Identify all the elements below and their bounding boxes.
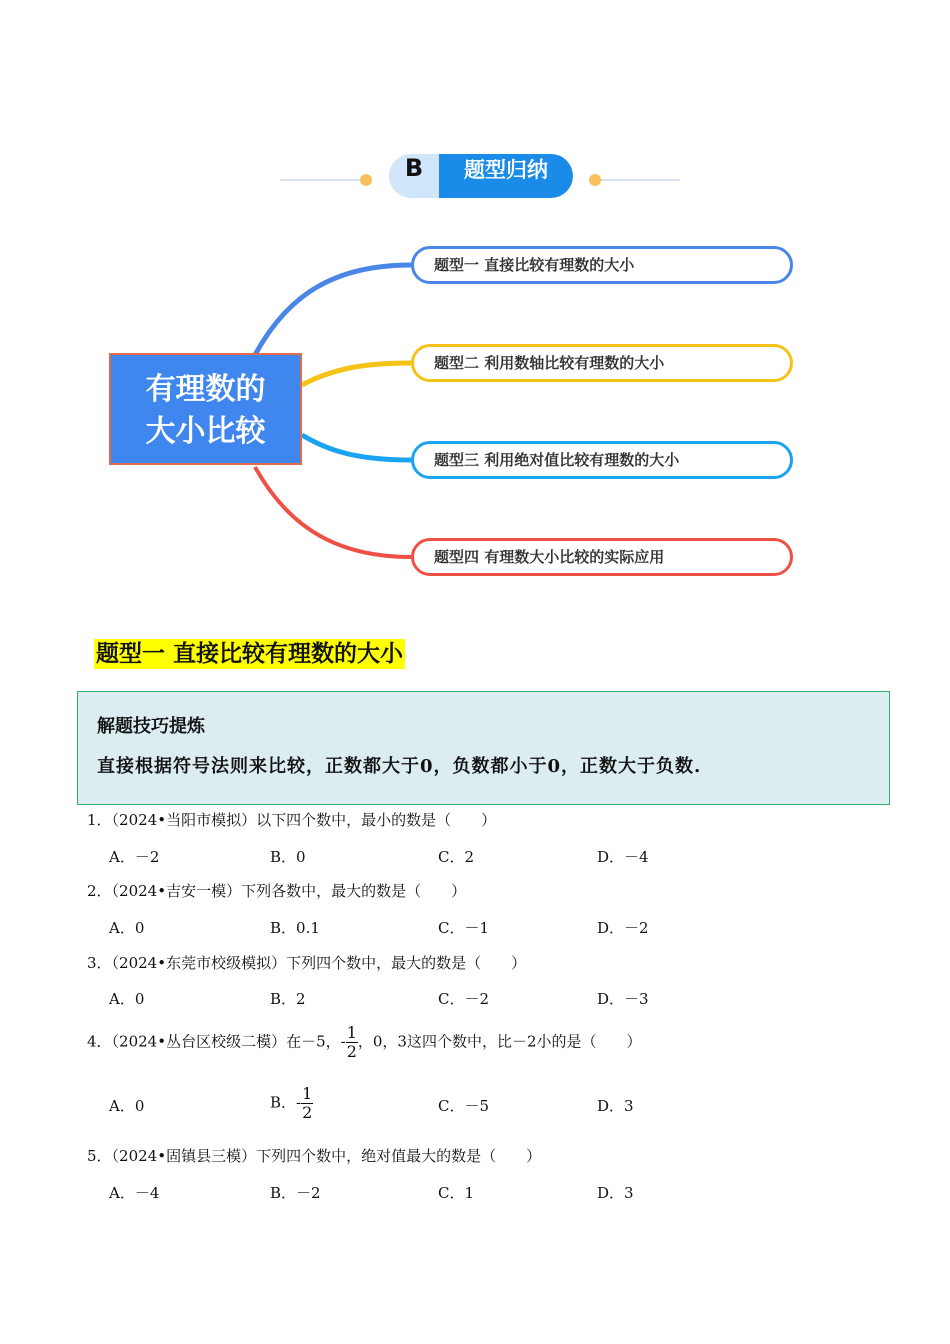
dot-right [589,174,601,186]
fraction [301,1085,313,1122]
q3-option-b: B．2 [270,990,306,1008]
question-3: 3．（2024•东莞市校级模拟）下列四个数中，最大的数是（ ） [87,954,527,972]
tips-title: 解题技巧提炼 [97,716,205,737]
branch-connector-4 [255,467,411,557]
decorations [0,0,950,620]
q3-option-a: A．0 [109,990,145,1008]
q4-text-after: ，0，3这四个数中，比－2小的是（ ） [357,1032,642,1051]
tips-box [77,691,890,805]
q3-option-c: C．－2 [438,990,490,1008]
center-line-2: 大小比较 [145,414,266,449]
section-heading: 题型一 直接比较有理数的大小 [96,641,404,667]
question-2: 2．（2024•吉安一模）下列各数中，最大的数是（ ） [87,882,467,900]
fraction-denominator: 2 [302,1103,313,1122]
q4-text-before: 4．（2024•丛台区校级二模）在－5，- [87,1032,346,1051]
q1-option-a: A．－2 [109,848,160,866]
q4-option-d: D．3 [597,1097,634,1115]
q4-option-b-label: B．- [270,1093,302,1112]
q1-option-b: B．0 [270,848,306,866]
fraction-denominator: 2 [346,1042,357,1061]
fraction [346,1024,358,1061]
badge-title: 题型归纳 [439,154,573,198]
q5-option-a: A．－4 [109,1184,160,1202]
q2-option-c: C．－1 [438,919,490,937]
mindmap-branch-4: 题型四 有理数大小比较的实际应用 [411,538,793,576]
fraction-numerator: 1 [346,1023,357,1042]
question-4 [87,1024,642,1061]
mindmap-branch-1: 题型一 直接比较有理数的大小 [411,246,793,284]
q2-option-b: B．0.1 [270,919,320,937]
mindmap-branch-3: 题型三 利用绝对值比较有理数的大小 [411,441,793,479]
q5-option-d: D．3 [597,1184,634,1202]
q3-option-d: D．－3 [597,990,649,1008]
q5-option-c: C．1 [438,1184,475,1202]
mindmap-center [109,353,302,465]
dot-left [360,174,372,186]
q1-option-d: D．－4 [597,848,649,866]
q5-option-b: B．－2 [270,1184,321,1202]
section-badge [389,154,573,198]
mindmap-branch-2: 题型二 利用数轴比较有理数的大小 [411,344,793,382]
center-line-1: 有理数的 [145,372,266,407]
branch-connector-1 [255,265,411,355]
question-5: 5．（2024•固镇县三模）下列四个数中，绝对值最大的数是（ ） [87,1147,542,1165]
q4-option-a: A．0 [109,1097,145,1115]
fraction-numerator: 1 [302,1084,313,1103]
q2-option-d: D．－2 [597,919,649,937]
question-1: 1．（2024•当阳市模拟）以下四个数中，最小的数是（ ） [87,811,497,829]
q4-option-c: C．－5 [438,1097,490,1115]
branch-connector-3 [302,435,411,460]
q4-option-b [270,1085,313,1122]
branch-connector-2 [302,363,411,385]
tips-text: 直接根据符号法则来比较，正数都大于0，负数都小于0，正数大于负数. [97,756,702,777]
badge-letter: B [404,154,424,182]
q1-option-c: C．2 [438,848,475,866]
q2-option-a: A．0 [109,919,145,937]
